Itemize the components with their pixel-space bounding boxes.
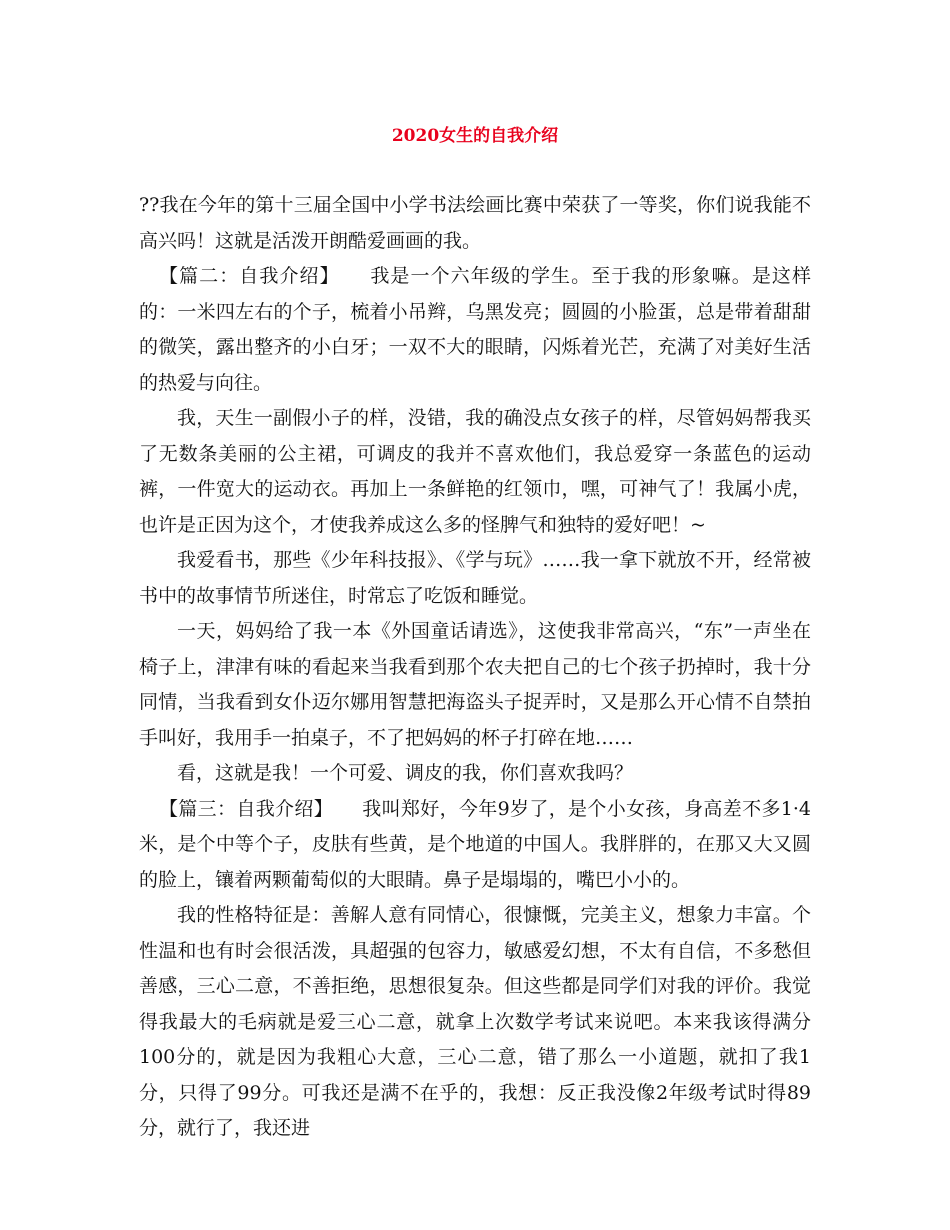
- paragraph-section-two: 【篇二：自我介绍】 我是一个六年级的学生。至于我的形象嘛。是这样的：一米四左右的个子，梳着小吊辫，乌黑发亮；圆圆的小脸蛋，总是带着甜甜的微笑，露出整齐的小白牙；一双不大的眼睛，闪烁着光芒，充满了对美好生活的热爱与向往。: [139, 265, 811, 394]
- document-body: [139, 188, 811, 1147]
- document-title: 2020女生的自我介绍: [391, 126, 559, 146]
- paragraph-personality: 我的性格特征是：善解人意有同情心，很慷慨，完美主义，想象力丰富。个性温和也有时会很活泼，具超强的包容力，敏感爱幻想，不太有自信，不多愁但善感，三心二意，不善拒绝，思想很复杂。但这些都是同学们对我的评价。我觉得我最大的毛病就是爱三心二意，就拿上次数学考试来说吧。本来我该得满分100分的，就是因为我粗心大意，三心二意，错了那么一小道题，就扣了我1分，只得了99分。可我还是满不在乎的，我想：反正我没像2年级考试时得89分，就行了，我还进: [139, 904, 811, 1139]
- paragraph-intro: ??我在今年的第十三届全国中小学书法绘画比赛中荣获了一等奖，你们说我能不高兴吗！这就是活泼开朗酷爱画画的我。: [139, 194, 811, 252]
- paragraph-reading: 我爱看书，那些《少年科技报》、《学与玩》……我一拿下就放不开，经常被书中的故事情节所迷住，时常忘了吃饭和睡觉。: [139, 549, 811, 607]
- paragraph-fairy-tales: 一天，妈妈给了我一本《外国童话请选》，这使我非常高兴，“东”一声坐在椅子上，津津有味的看起来当我看到那个农夫把自己的七个孩子扔掉时，我十分同情，当我看到女仆迈尔娜用智慧把海盗头子捉弄时，又是那么开心情不自禁拍手叫好，我用手一拍桌子，不了把妈妈的杯子打碎在地……: [139, 620, 811, 749]
- paragraph-tomboy: 我，天生一副假小子的样，没错，我的确没点女孩子的样，尽管妈妈帮我买了无数条美丽的公主裙，可调皮的我并不喜欢他们，我总爱穿一条蓝色的运动裤，一件宽大的运动衣。再加上一条鲜艳的红领巾，嘿，可神气了！我属小虎，也许是正因为这个，才使我养成这么多的怪脾气和独特的爱好吧！~: [139, 407, 811, 536]
- paragraph-section-three: 【篇三：自我介绍】 我叫郑好，今年9岁了，是个小女孩，身高差不多1·4米，是个中等个子，皮肤有些黄，是个地道的中国人。我胖胖的，在那又大又圆的脸上，镶着两颗葡萄似的大眼睛。鼻子是塌塌的，嘴巴小小的。: [139, 797, 811, 891]
- paragraph-this-is-me: 看，这就是我！一个可爱、调皮的我，你们喜欢我吗？: [177, 762, 634, 784]
